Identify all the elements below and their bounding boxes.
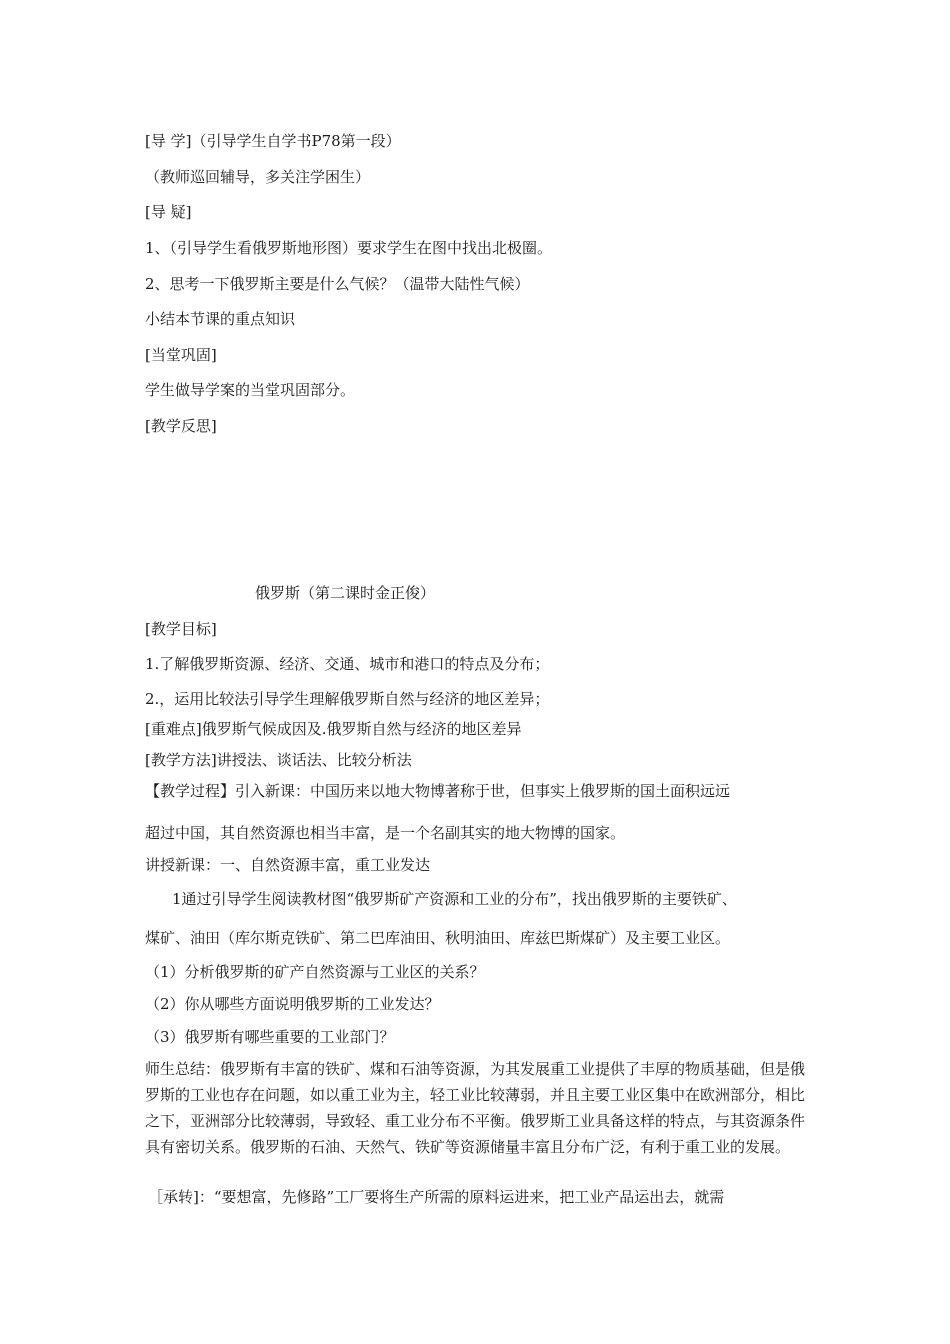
in-class-consolidation-heading: [当堂巩固] — [145, 346, 217, 364]
guide-question-heading: [导 疑] — [145, 203, 192, 221]
reading-task-continuation: 煤矿、油田（库尔斯克铁矿、第二巴库油田、秋明油田、库兹巴斯煤矿）及主要工业区。 — [145, 929, 731, 947]
question-analysis-2: （2）你从哪些方面说明俄罗斯的工业发达？ — [145, 995, 440, 1013]
question-2-line: 2、思考一下俄罗斯主要是什么气候？（温带大陆性气候） — [145, 275, 530, 293]
goal-2-line: 2.，运用比较法引导学生理解俄罗斯自然与经济的地区差异； — [145, 690, 550, 708]
in-class-consolidation-line: 学生做导学案的当堂巩固部分。 — [145, 381, 356, 399]
question-1-line: 1、（引导学生看俄罗斯地形图）要求学生在图中找出北极圈。 — [145, 239, 553, 257]
guide-study-line: [导 学]（引导学生自学书P78第一段） — [145, 132, 401, 150]
teacher-student-summary: 师生总结：俄罗斯有丰富的铁矿、煤和石油等资源，为其发展重工业提供了丰厚的物质基础，但是俄罗斯的工业也存在问题，如以重工业为主，轻工业比较薄弱，并且主要工业区集中在欧洲部分，相比之下，亚洲部分比较薄弱，导致轻、重工业分布不平衡。俄罗斯工业具备这样的特点，与其资源条件具有密切关系。俄罗斯的石油、天然气、铁矿等资源储量丰富且分布广泛，有利于重工业的发展。 — [145, 1060, 806, 1156]
new-lesson-heading: 讲授新课：一、自然资源丰富，重工业发达 — [145, 856, 431, 874]
teaching-method-line: [教学方法]讲授法、谈话法、比较分析法 — [145, 751, 412, 769]
lesson-title: 俄罗斯（第二课时金正俊） — [255, 584, 436, 602]
teaching-process-continuation: 超过中国，其自然资源也相当丰富，是一个名副其实的地大物博的国家。 — [145, 824, 626, 842]
teaching-process-line: 【教学过程】引入新课：中国历来以地大物博著称于世，但事实上俄罗斯的国土面积远远 — [145, 782, 731, 800]
question-analysis-1: （1）分析俄罗斯的矿产自然资源与工业区的关系？ — [145, 963, 485, 981]
key-difficulty-line: [重难点]俄罗斯气候成因及.俄罗斯自然与经济的地区差异 — [145, 720, 522, 738]
teaching-goals-heading: [教学目标] — [145, 620, 217, 638]
summary-key-points-line: 小结本节课的重点知识 — [145, 310, 296, 328]
teaching-reflection-heading: [教学反思] — [145, 417, 217, 435]
question-analysis-3: （3）俄罗斯有哪些重要的工业部门？ — [145, 1028, 395, 1046]
goal-1-line: 1.了解俄罗斯资源、经济、交通、城市和港口的特点及分布； — [145, 655, 550, 673]
transition-line: ［承转]：“要想富，先修路”工厂要将生产所需的原料运进来，把工业产品运出去，就需 — [148, 1188, 725, 1206]
teacher-tutoring-line: （教师巡回辅导，多关注学困生） — [145, 168, 371, 186]
reading-task-line: 1通过引导学生阅读教材图“俄罗斯矿产资源和工业的分布”，找出俄罗斯的主要铁矿、 — [172, 890, 737, 908]
